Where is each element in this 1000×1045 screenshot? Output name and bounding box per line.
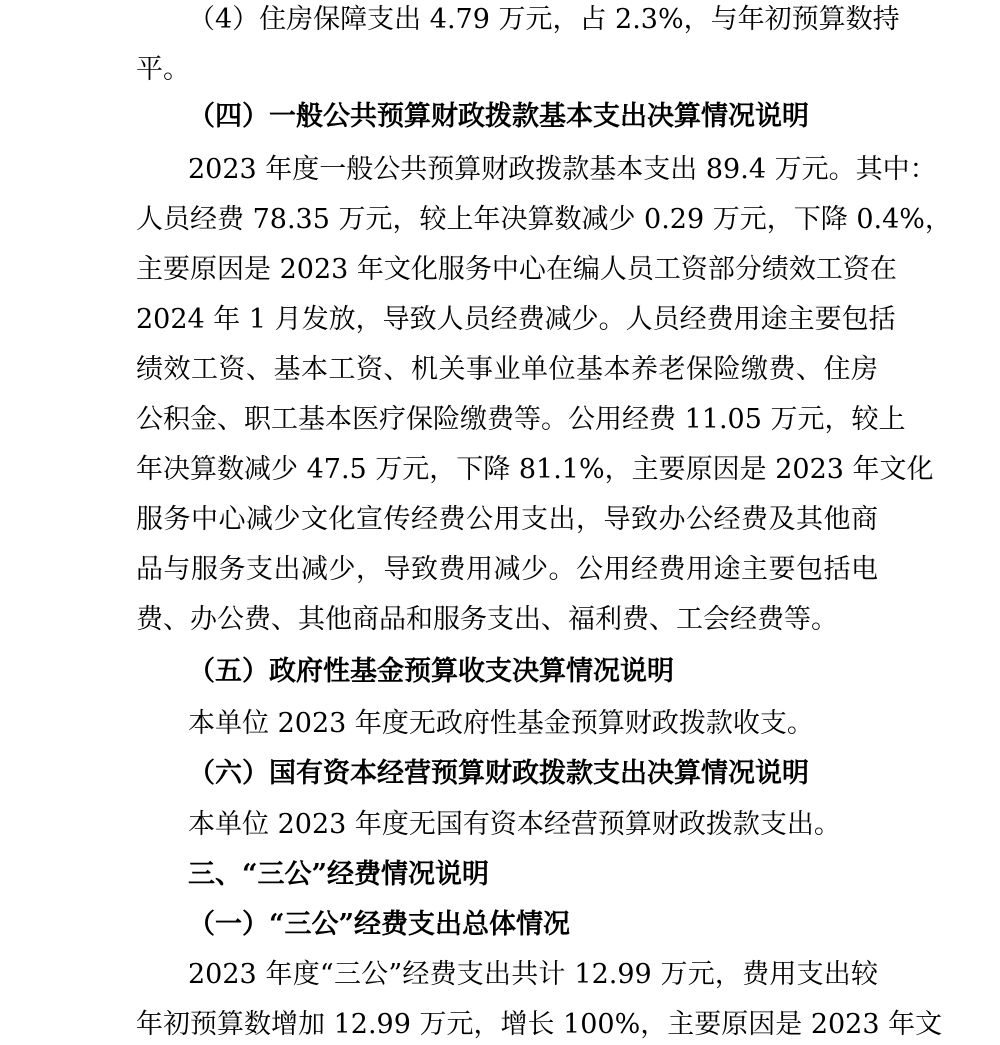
paragraph-line: 本单位 2023 年度无国有资本经营预算财政拨款支出。 [188, 809, 841, 840]
paragraph-line: 2023 年度一般公共预算财政拨款基本支出 89.4 万元。其中： [188, 154, 937, 185]
paragraph-line: 本单位 2023 年度无政府性基金预算财政拨款收支。 [188, 708, 814, 739]
paragraph-line: 费、办公费、其他商品和服务支出、福利费、工会经费等。 [136, 604, 838, 635]
section-heading: （五）政府性基金预算收支决算情况说明 [188, 656, 674, 687]
paragraph-line: 品与服务支出减少，导致费用减少。公用经费用途主要包括电 [136, 554, 878, 585]
paragraph-line: 绩效工资、基本工资、机关事业单位基本养老保险缴费、住房 [136, 354, 878, 385]
paragraph-line: 2024 年 1 月发放，导致人员经费减少。人员经费用途主要包括 [136, 304, 896, 335]
paragraph-line: 服务中心减少文化宣传经费公用支出，导致办公经费及其他商 [136, 504, 878, 535]
section-heading: （一）“三公”经费支出总体情况 [188, 909, 571, 940]
paragraph-line: 平。 [136, 54, 190, 85]
paragraph-line: 人员经费 78.35 万元，较上年决算数减少 0.29 万元，下降 0.4%， [136, 204, 952, 235]
section-heading: （六）国有资本经营预算财政拨款支出决算情况说明 [188, 758, 809, 789]
section-heading: （四）一般公共预算财政拨款基本支出决算情况说明 [188, 101, 809, 132]
paragraph-line: 公积金、职工基本医疗保险缴费等。公用经费 11.05 万元，较上 [136, 404, 906, 435]
paragraph-line: 2023 年度“三公”经费支出共计 12.99 万元，费用支出较 [188, 959, 878, 990]
paragraph-line: 年初预算数增加 12.99 万元，增长 100%，主要原因是 2023 年文 [136, 1009, 943, 1040]
chapter-heading: 三、“三公”经费情况说明 [188, 859, 490, 890]
paragraph-line: （4）住房保障支出 4.79 万元，占 2.3%，与年初预算数持 [188, 4, 900, 35]
paragraph-line: 年决算数减少 47.5 万元，下降 81.1%，主要原因是 2023 年文化 [136, 454, 934, 485]
paragraph-line: 主要原因是 2023 年文化服务中心在编人员工资部分绩效工资在 [136, 254, 897, 285]
